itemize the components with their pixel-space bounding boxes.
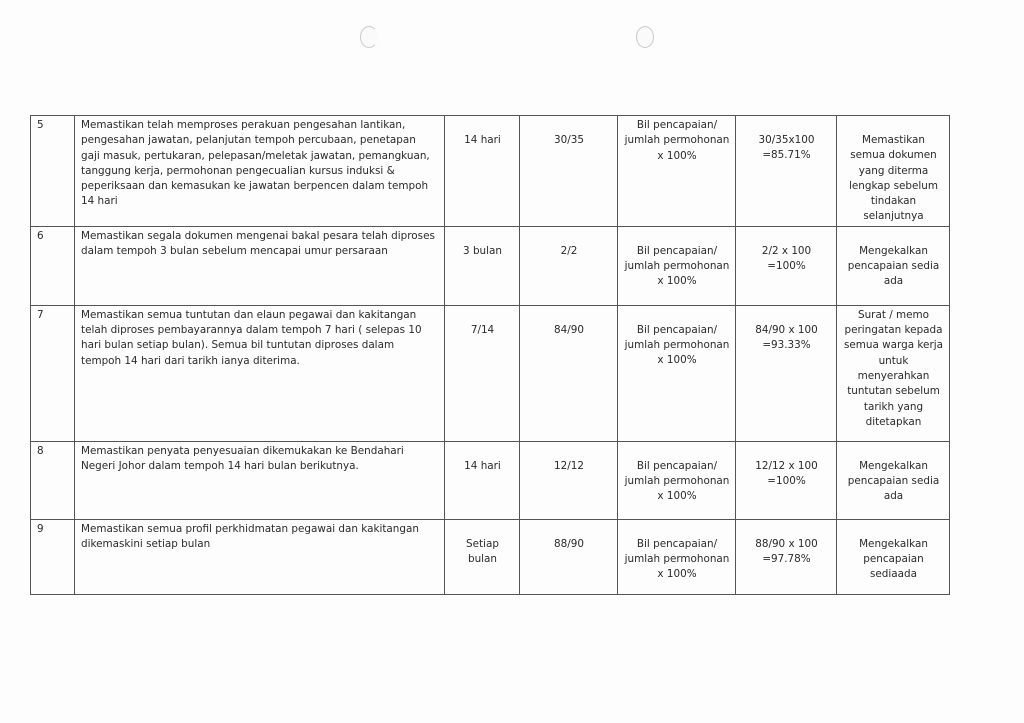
row-result: 84/90 x 100 =93.33% — [736, 305, 837, 441]
row-period: Setiap bulan — [445, 519, 520, 594]
row-action: Surat / memo peringatan kepada semua warga kerja untuk menyerahkan tuntutan sebelum tarikh yang ditetapkan — [837, 305, 950, 441]
row-formula: Bil pencapaian/ jumlah permohonan x 100% — [618, 116, 736, 227]
row-number: 9 — [31, 519, 75, 594]
row-number: 8 — [31, 441, 75, 519]
row-description: Memastikan semua tuntutan dan elaun pegawai dan kakitangan telah diproses pembayarannya dalam tempoh 7 hari ( selepas 10 hari bulan setiap bulan). Semua bil tuntutan diproses dalam tempoh 14 hari dari tarikh ianya diterima. — [75, 305, 445, 441]
row-description: Memastikan penyata penyesuaian dikemukakan ke Bendahari Negeri Johor dalam tempoh 14 hari bulan berikutnya. — [75, 441, 445, 519]
row-number: 6 — [31, 226, 75, 305]
row-action: Mengekalkan pencapaian sediaada — [837, 519, 950, 594]
row-formula: Bil pencapaian/ jumlah permohonan x 100% — [618, 226, 736, 305]
row-action: Mengekalkan pencapaian sedia ada — [837, 441, 950, 519]
row-description: Memastikan telah memproses perakuan pengesahan lantikan, pengesahan jawatan, pelanjutan tempoh percubaan, penetapan gaji masuk, pertukaran, pelepasan/meletak jawatan, pemangkuan, tanggung kerja, permohonan pengecualian kursus induksi & peperiksaan dan kemasukan ke jawatan berpencen dalam tempoh 14 hari — [75, 116, 445, 227]
row-result: 12/12 x 100 =100% — [736, 441, 837, 519]
row-formula: Bil pencapaian/ jumlah permohonan x 100% — [618, 305, 736, 441]
row-period: 14 hari — [445, 116, 520, 227]
row-description: Memastikan segala dokumen mengenai bakal pesara telah diproses dalam tempoh 3 bulan sebelum mencapai umur persaraan — [75, 226, 445, 305]
punch-hole-left — [360, 26, 378, 48]
row-formula: Bil pencapaian/ jumlah permohonan x 100% — [618, 519, 736, 594]
row-number: 5 — [31, 116, 75, 227]
row-result: 30/35x100 =85.71% — [736, 116, 837, 227]
punch-hole-right — [636, 26, 654, 48]
performance-table — [30, 115, 950, 595]
row-ratio: 88/90 — [520, 519, 618, 594]
table-row — [31, 226, 950, 305]
row-action: Mengekalkan pencapaian sedia ada — [837, 226, 950, 305]
row-ratio: 30/35 — [520, 116, 618, 227]
row-action: Memastikan semua dokumen yang diterma lengkap sebelum tindakan selanjutnya — [837, 116, 950, 227]
row-period: 7/14 — [445, 305, 520, 441]
row-description: Memastikan semua profil perkhidmatan pegawai dan kakitangan dikemaskini setiap bulan — [75, 519, 445, 594]
row-result: 88/90 x 100 =97.78% — [736, 519, 837, 594]
row-result: 2/2 x 100 =100% — [736, 226, 837, 305]
row-ratio: 2/2 — [520, 226, 618, 305]
row-period: 3 bulan — [445, 226, 520, 305]
table-row — [31, 116, 950, 227]
table-row — [31, 305, 950, 441]
table-row — [31, 519, 950, 594]
row-formula: Bil pencapaian/ jumlah permohonan x 100% — [618, 441, 736, 519]
table-row — [31, 441, 950, 519]
row-number: 7 — [31, 305, 75, 441]
row-ratio: 84/90 — [520, 305, 618, 441]
row-period: 14 hari — [445, 441, 520, 519]
row-ratio: 12/12 — [520, 441, 618, 519]
